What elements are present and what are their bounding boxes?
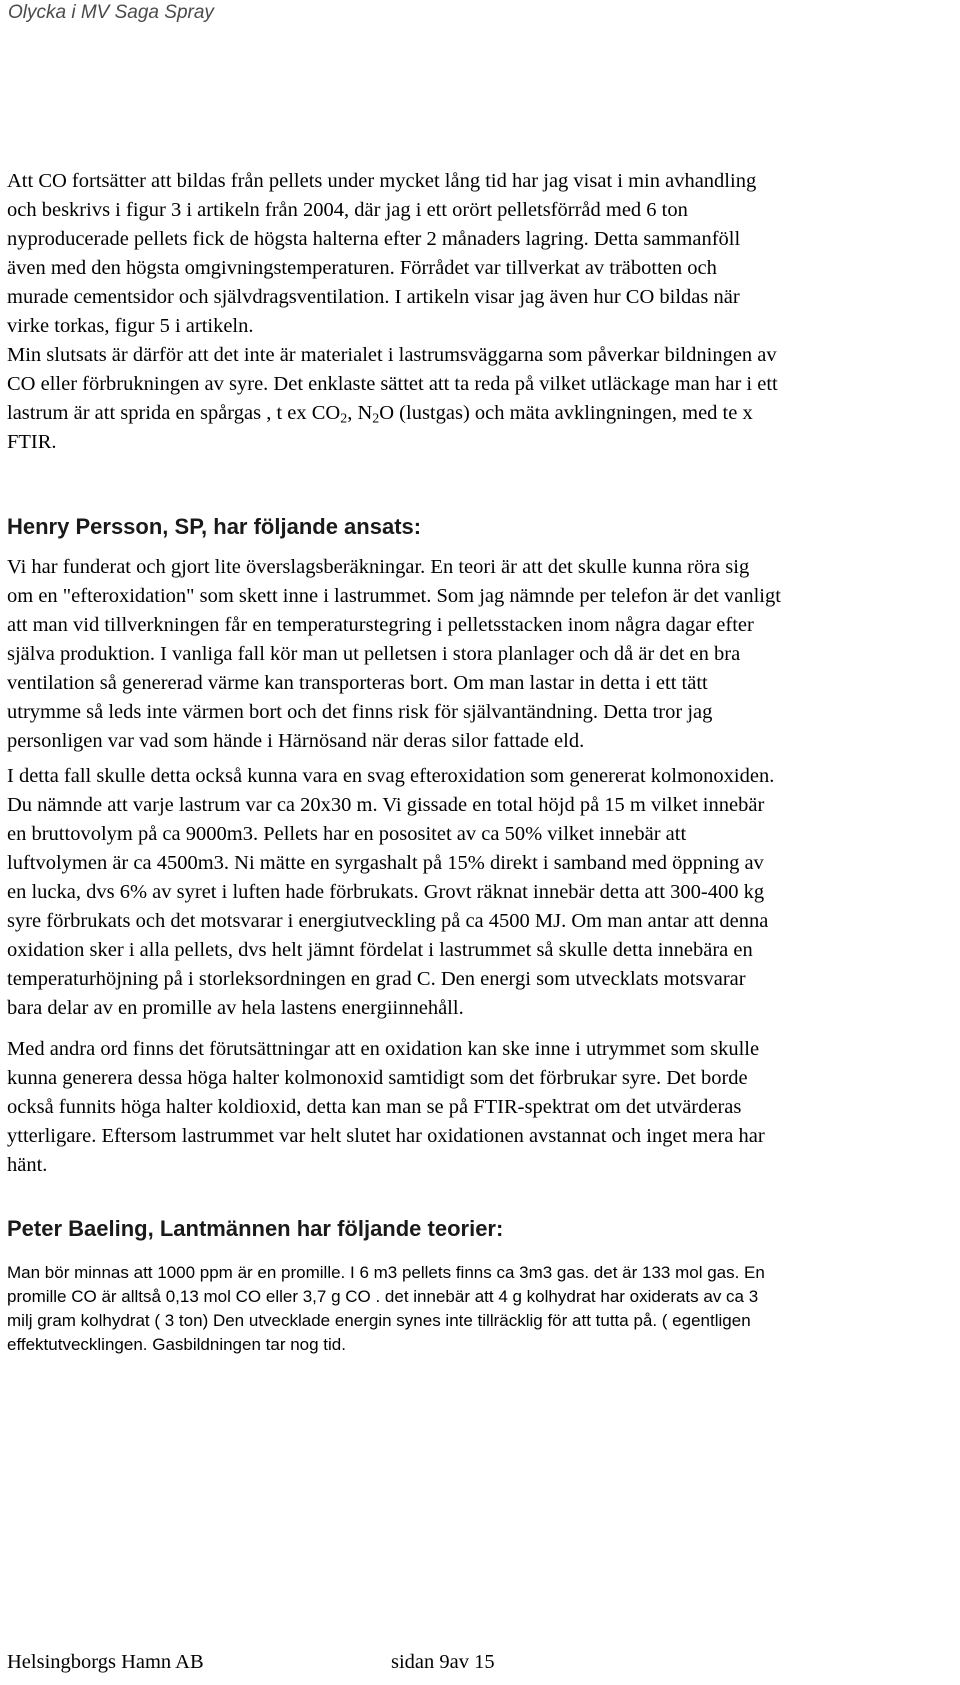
text-line: Du nämnde att varje lastrum var ca 20x30 m. Vi gissade en total höjd på 15 m vilket innebär — [7, 794, 765, 816]
text-line: en lucka, dvs 6% av syret i luften hade förbrukats. Grovt räknat innebär detta att 300-400 kg — [7, 881, 765, 903]
paragraph-conclusion — [7, 341, 951, 457]
text-line: bara delar av en promille av hela lastens energiinnehåll. — [7, 997, 464, 1019]
text-line-with-formulas: lastrum är att sprida en spårgas , t ex $CO_2$, $N_2O$ (lustgas) och mäta avklingningen, med te x — [7, 402, 753, 427]
text-line: Med andra ord finns det förutsättningar att en oxidation kan ske inne i utrymmet som skulle — [7, 1038, 760, 1060]
text-line: promille CO är alltså 0,13 mol CO eller 3,7 g CO . det innebär att 4 g kolhydrat har oxiderats av ca 3 — [7, 1287, 759, 1306]
page-footer — [7, 1651, 495, 1674]
running-header: Olycka i MV Saga Spray — [8, 2, 214, 23]
text-line: även med den högsta omgivningstemperaturen. Förrådet var tillverkat av träbotten och — [7, 257, 717, 279]
text-line: I detta fall skulle detta också kunna vara en svag efteroxidation som genererat kolmonoxiden. — [7, 765, 775, 787]
text-line: en bruttovolym på ca 9000m3. Pellets har en posositet av ca 50% vilket innebär att — [7, 823, 687, 845]
text-line: själva produktion. I vanliga fall kör man ut pelletsen i stora planlager och då är det en bra — [7, 643, 741, 665]
page-number: sidan 9av 15 — [391, 1651, 495, 1673]
paragraph-peter-theory — [7, 1261, 951, 1357]
text-line: FTIR. — [7, 431, 57, 453]
text-line: ventilation så genererad värme kan transporteras bort. Om man lastar in detta i ett tätt — [7, 672, 708, 694]
text-line: Min slutsats är därför att det inte är materialet i lastrumsväggarna som påverkar bildningen av — [7, 344, 777, 366]
text-line: effektutvecklingen. Gasbildningen tar nog tid. — [7, 1335, 346, 1354]
text-line: och beskrivs i figur 3 i artikeln från 2004, där jag i ett orört pelletsförråd med 6 ton — [7, 199, 688, 221]
text-line: temperaturhöjning på i storleksordningen en grad C. Den energi som utvecklats motsvarar — [7, 968, 746, 990]
text-line: Man bör minnas att 1000 ppm är en promille. I 6 m3 pellets finns ca 3m3 gas. det är 133 mol gas. En — [7, 1263, 765, 1282]
paragraph-oxidation-summary — [7, 1035, 951, 1180]
text-line: ytterligare. Eftersom lastrummet var helt slutet har oxidationen avstannat och inget mera har — [7, 1125, 765, 1147]
text-line: hänt. — [7, 1154, 48, 1176]
text-line: Vi har funderat och gjort lite överslagsberäkningar. En teori är att det skulle kunna röra sig — [7, 556, 750, 578]
text-line: att man vid tillverkningen får en temperaturstegring i pelletsstacken inom några dagar efter — [7, 614, 754, 636]
text-line: oxidation sker i alla pellets, dvs helt jämnt fördelat i lastrummet så skulle detta innebära en — [7, 939, 753, 961]
text-line: om en "efteroxidation" som skett inne i lastrummet. Som jag nämnde per telefon är det vanligt — [7, 585, 781, 607]
text-line: murade cementsidor och självdragsventilation. I artikeln visar jag även hur CO bildas när — [7, 286, 740, 308]
text-line: nyproducerade pellets fick de högsta halterna efter 2 månaders lagring. Detta sammanföll — [7, 228, 741, 250]
text-line: också funnits höga halter koldioxid, detta kan man se på FTIR-spektrat om det utvärderas — [7, 1096, 742, 1118]
paragraph-co-formation — [7, 167, 951, 341]
text-line: virke torkas, figur 5 i artikeln. — [7, 315, 254, 337]
text-line: CO eller förbrukningen av syre. Det enklaste sättet att ta reda på vilket utläckage man har i ett — [7, 373, 778, 395]
text-line: Att CO fortsätter att bildas från pellets under mycket lång tid har jag visat i min avhandling — [7, 170, 757, 192]
section-heading-peter: Peter Baeling, Lantmännen har följande teorier: — [7, 1216, 504, 1241]
section-heading-henry: Henry Persson, SP, har följande ansats: — [7, 514, 422, 539]
paragraph-calculation — [7, 762, 951, 1023]
text-line: luftvolymen är ca 4500m3. Ni mätte en syrgashalt på 15% direkt i samband med öppning av — [7, 852, 764, 874]
footer-organization: Helsingborgs Hamn AB — [7, 1651, 204, 1673]
paragraph-henry-theory — [7, 553, 951, 756]
text-line: milj gram kolhydrat ( 3 ton) Den utvecklade energin synes inte tillräcklig för att tutta på. ( egentligen — [7, 1311, 751, 1330]
text-line: syre förbrukats och det motsvarar i energiutveckling på ca 4500 MJ. Om man antar att denna — [7, 910, 769, 932]
text-line: personligen var vad som hände i Härnösand när deras silor fattade eld. — [7, 730, 585, 752]
text-line: kunna generera dessa höga halter kolmonoxid samtidigt som det förbrukar syre. Det borde — [7, 1067, 748, 1089]
text-line: utrymme så leds inte värmen bort och det finns risk för självantändning. Detta tror jag — [7, 701, 713, 723]
